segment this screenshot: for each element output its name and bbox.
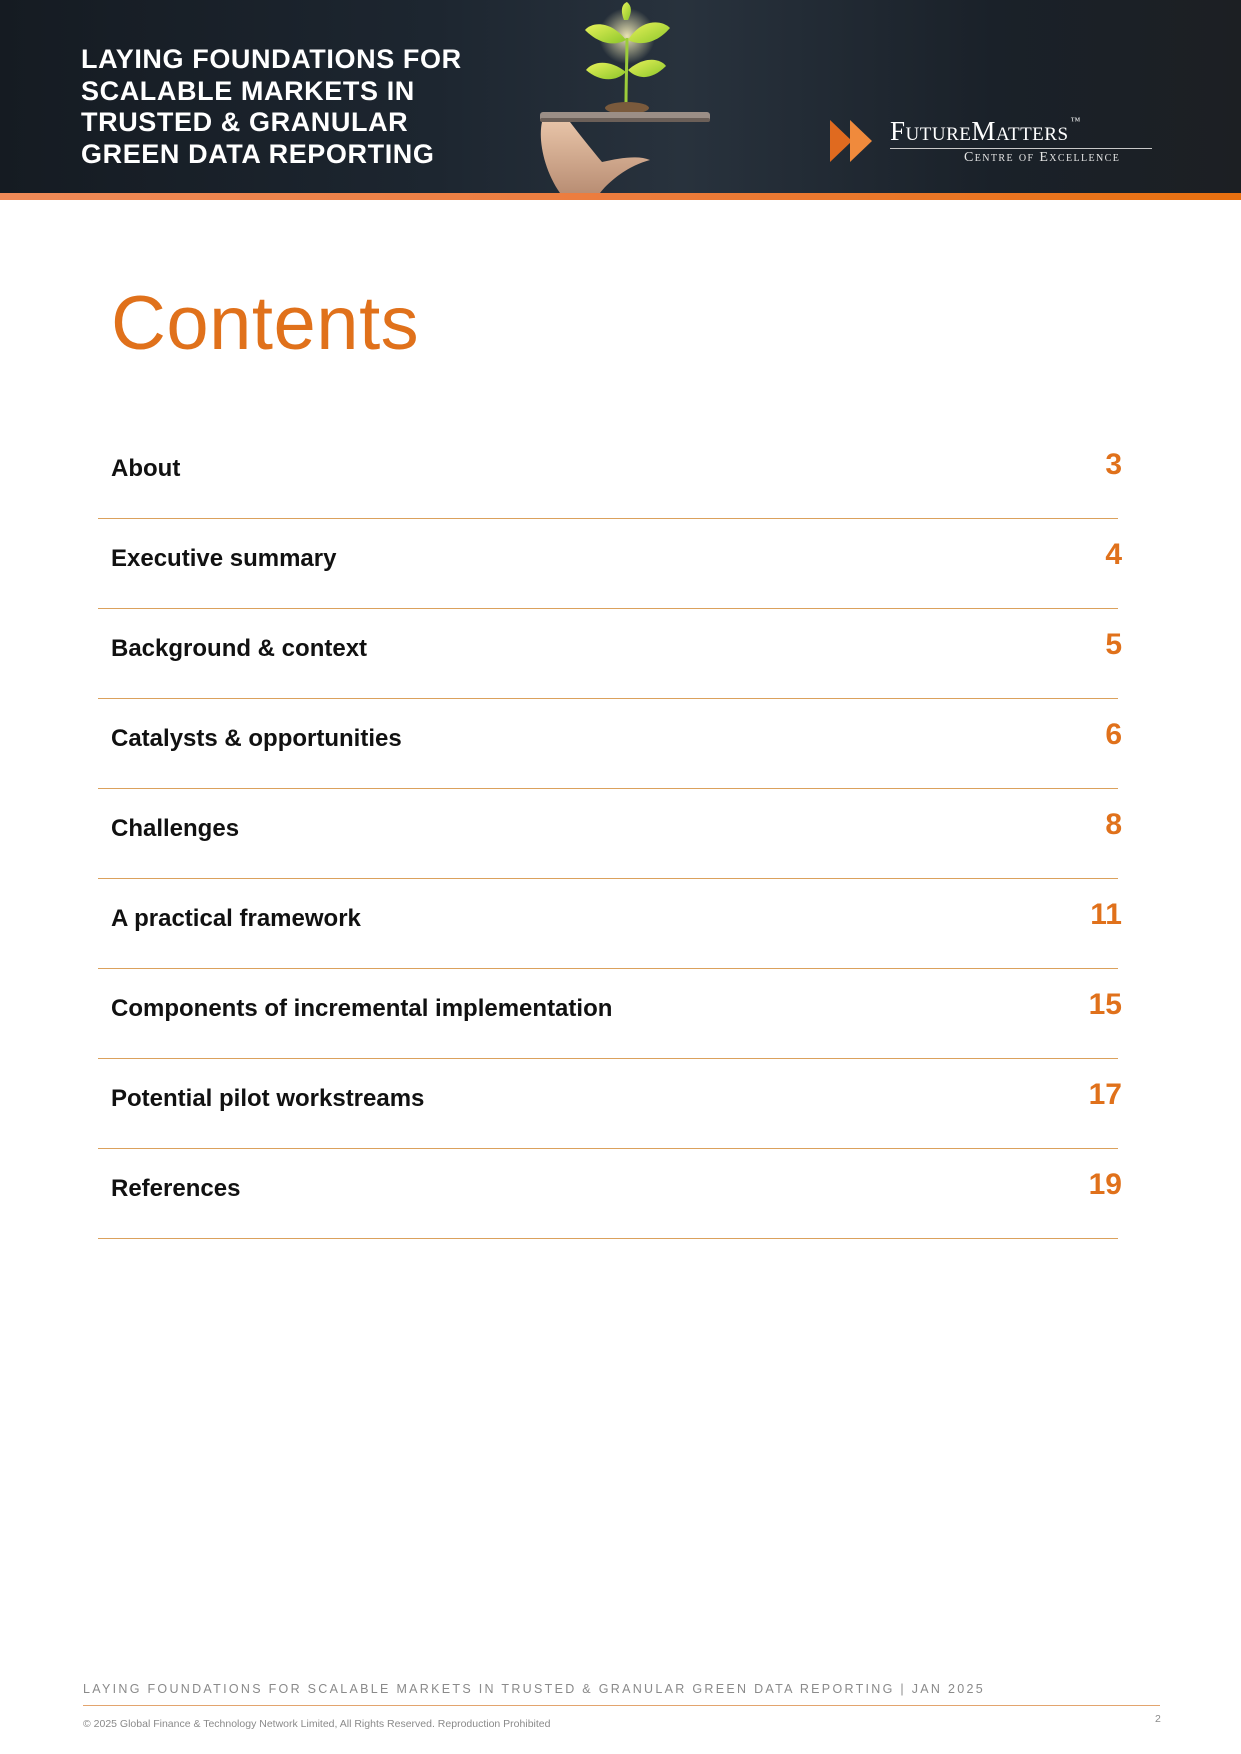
- footer-copyright: © 2025 Global Finance & Technology Network Limited, All Rights Reserved. Reproduction Prohibited: [83, 1718, 551, 1730]
- toc-entry-page: 15: [1088, 988, 1122, 1021]
- report-title: [81, 44, 501, 170]
- toc-entry-page: 3: [1105, 448, 1122, 481]
- footer-running-title: LAYING FOUNDATIONS FOR SCALABLE MARKETS IN TRUSTED & GRANULAR GREEN DATA REPORTING | JAN 2025: [83, 1682, 986, 1696]
- page-title: Contents: [111, 281, 420, 366]
- toc-entry-references[interactable]: [98, 1150, 1122, 1239]
- toc-entry-label: Challenges: [111, 815, 240, 842]
- page-header: [0, 0, 1241, 193]
- toc-entry-background-context[interactable]: [98, 610, 1122, 699]
- toc-entry-page: 19: [1088, 1168, 1122, 1201]
- report-title-line: GREEN DATA REPORTING: [81, 138, 435, 169]
- brand-subtitle: Centre of Excellence: [964, 150, 1121, 165]
- toc-entry-page: 11: [1090, 898, 1122, 931]
- table-of-contents: [98, 430, 1122, 1240]
- futurematters-logo: [830, 112, 1170, 172]
- toc-entry-about[interactable]: [98, 430, 1122, 519]
- toc-entry-executive-summary[interactable]: [98, 520, 1122, 609]
- toc-entry-page: 8: [1105, 808, 1122, 841]
- toc-entry-catalysts-opportunities[interactable]: [98, 700, 1122, 789]
- toc-entry-practical-framework[interactable]: [98, 880, 1122, 969]
- toc-entry-label: Potential pilot workstreams: [111, 1085, 425, 1112]
- report-title-line: TRUSTED & GRANULAR: [81, 107, 409, 137]
- toc-entry-page: 4: [1105, 538, 1122, 571]
- report-title-line: LAYING FOUNDATIONS FOR: [81, 44, 462, 74]
- toc-entry-page: 6: [1105, 718, 1122, 751]
- footer-page-number: 2: [1155, 1713, 1161, 1725]
- toc-entry-challenges[interactable]: [98, 790, 1122, 879]
- toc-entry-pilot-workstreams[interactable]: [98, 1060, 1122, 1149]
- plant-in-hand-image: [530, 0, 720, 193]
- toc-entry-incremental-implementation[interactable]: [98, 970, 1122, 1059]
- toc-entry-label: Catalysts & opportunities: [111, 725, 402, 752]
- fast-forward-icon: [830, 120, 874, 162]
- toc-entry-label: A practical framework: [111, 905, 361, 932]
- header-accent-bar: [0, 193, 1241, 200]
- toc-entry-label: About: [111, 455, 181, 482]
- toc-entry-label: Executive summary: [111, 545, 337, 572]
- brand-name: FutureMatters ™: [890, 116, 1081, 146]
- trademark-mark: ™: [1070, 116, 1081, 127]
- toc-entry-label: Components of incremental implementation: [111, 995, 613, 1022]
- brand-divider: [890, 148, 1152, 149]
- footer-divider: [83, 1705, 1160, 1706]
- toc-entry-page: 5: [1105, 628, 1122, 661]
- toc-entry-label: Background & context: [111, 635, 368, 662]
- toc-entry-label: References: [111, 1175, 241, 1202]
- report-title-line: SCALABLE MARKETS IN: [81, 75, 415, 106]
- toc-entry-page: 17: [1088, 1078, 1122, 1111]
